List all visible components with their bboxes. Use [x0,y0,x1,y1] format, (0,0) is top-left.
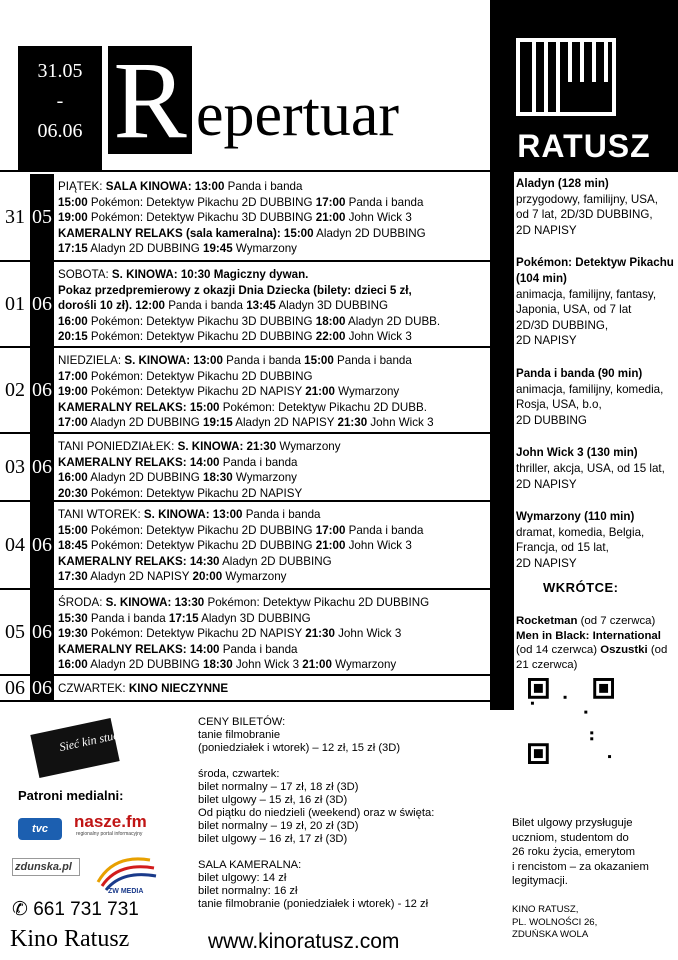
showtime-text: John Wick 3 [345,211,412,225]
film-desc: od 7 lat, 2D/3D DUBBING, [516,208,653,222]
showtime-text: Pokémon: Detektyw Pikachu 2D DUBBING [87,523,316,537]
day-number: 03 [5,455,25,478]
price-gap [198,846,498,859]
showtime-line [58,384,488,400]
film-desc: przygodowy, familijny, USA, [516,192,658,206]
showtime-bold: 21:00 [305,385,335,399]
page-title: epertuar [196,81,400,149]
showtime-bold: 17:00 [315,523,346,537]
price-line: bilet ulgowy: 14 zł [198,872,287,884]
address-line: ZDUŃSKA WOLA [512,929,589,941]
schedule-day [0,502,490,590]
showtime-bold: KAMERALNY RELAKS: 14:00 [58,642,220,656]
showtime-line [58,538,488,554]
cinema-address [512,904,672,942]
showtime-bold: S. KINOWA: 13:00 [124,354,223,367]
showtime-text: PIĄTEK: [58,180,106,193]
film-title: Panda i banda (90 min) [516,366,643,380]
schedule-day [0,174,490,262]
price-line: tanie filmobranie (poniedziałek i wtorek) - 12 zł [198,898,429,910]
film-desc: 2D NAPISY [516,477,577,491]
showtime-bold: 16:00 [58,471,88,485]
film-title: Pokémon: Detektyw Pikachu (104 min) [516,256,674,285]
showtime-bold: 18:45 [58,539,88,553]
showtime-text: Panda i banda [219,642,298,656]
day-month: 06 [30,262,54,346]
showtime-text: TANI PONIEDZIAŁEK: [58,440,178,453]
showtime-bold: 21:30 [337,416,368,430]
film-desc: Rosja, USA, b.o, [516,398,602,412]
film-desc: 2D NAPISY [516,223,577,237]
showtime-bold: 17:15 [168,611,199,625]
ticket-prices-lines [198,729,498,911]
date-from: 31.05 [37,60,83,82]
showtime-bold: 16:00 [58,314,88,328]
showtime-line [58,626,488,642]
showtime-text: John Wick 3 [345,539,412,553]
day-showtimes [58,434,490,504]
nasze-fm-subtitle: regionalny portal informacyjny [76,831,143,837]
showtime-bold: Pokaz przedpremierowy z okazji Dnia Dziecka (bilety: dzieci 5 zł, [58,283,412,297]
qr-code-icon[interactable] [528,678,614,764]
showtime-text: Panda i banda [222,354,305,367]
showtime-line [58,554,488,570]
showtime-bold: S. KINOWA: 13:30 [105,596,205,609]
discount-line: i rencistom – za okazaniem [512,860,649,873]
showtime-text: Aladyn 2D DUBBING [87,416,203,430]
nasze-fm-logo: nasze.fm [74,812,147,831]
coming-soon-title: Men in Black: International [516,629,661,642]
showtime-bold: KAMERALNY RELAKS: 15:00 [58,400,220,414]
film-desc: 2D/3D DUBBING, [516,318,609,332]
showtime-bold: 21:00 [315,211,346,225]
showtime-text: Wymarzony [276,440,341,453]
showtime-text: Aladyn 2D DUBBING [87,471,203,485]
day-showtimes [58,590,490,676]
date-range [18,46,102,170]
day-number: 04 [5,533,25,556]
film-info [516,255,676,349]
film-desc: 2D DUBBING [516,413,587,427]
showtime-bold: KAMERALNY RELAKS: 14:30 [58,554,220,568]
price-line: bilet normalny – 19 zł, 20 zł (3D) [198,820,359,832]
price-line: tanie filmobranie [198,729,281,741]
showtime-line [58,298,488,314]
showtime-line [58,642,488,658]
discount-info [512,816,672,889]
day-number: 01 [5,292,25,315]
schedule-day [0,348,490,434]
showtime-text: Panda i banda [345,195,424,209]
schedule-day [0,434,490,502]
showtime-text: Panda i banda [242,508,321,521]
ticket-prices [198,716,498,911]
showtime-bold: KINO NIECZYNNE [128,682,229,695]
showtime-bold: 19:15 [203,416,233,430]
showtime-text: Wymarzony [222,570,287,584]
film-desc: dramat, komedia, Belgia, [516,525,645,539]
showtime-bold: 20:15 [58,330,88,344]
showtime-line [58,226,488,242]
studio-cinema-logo-text: Sieć kin studyjnych i lokalnych [58,709,206,755]
film-desc: 2D NAPISY [516,334,577,348]
price-gap [198,755,498,768]
coming-soon-date: (od 7 czerwca) [577,615,656,627]
film-info [516,509,676,571]
showtime-text: Panda i banda [87,611,169,625]
showtime-bold: S. KINOWA: 13:00 [143,508,243,521]
showtime-text: Aladyn 2D NAPISY [232,416,338,430]
film-info [516,176,676,238]
film-title: Aladyn (128 min) [516,177,609,190]
showtime-bold: SALA KINOWA: 13:00 [105,180,225,193]
showtime-line [58,241,488,257]
showtime-text: CZWARTEK: [58,682,129,695]
day-month: 06 [30,434,54,500]
showtime-bold: 21:00 [315,539,346,553]
media-patrons-label: Patroni medialni: [18,788,124,803]
showtime-text: Pokémon: Detektyw Pikachu 2D NAPISY [87,385,306,399]
discount-line: Bilet ulgowy przysługuje [512,817,633,829]
schedule-day [0,676,490,702]
film-desc: animacja, familijny, komedia, [516,382,664,396]
showtime-bold: 18:00 [315,314,346,328]
showtime-bold: 18:30 [203,471,233,485]
showtime-text: Pokémon: Detektyw Pikachu 2D DUBBING [87,369,313,383]
coming-soon-date: (od 14 czerwca) [516,644,598,657]
website-link[interactable]: www.kinoratusz.com [208,930,400,953]
showtime-bold: 21:00 [302,658,332,672]
showtime-text: Aladyn 3D DUBBING [275,299,388,313]
showtime-text: Pokémon: Detektyw Pikachu 2D DUBBING [87,330,316,344]
showtime-bold: 17:00 [58,416,88,430]
ratusz-logo [490,0,678,172]
coming-soon-item [516,615,655,627]
day-showtimes [58,174,490,260]
showtime-line [58,611,488,627]
price-line: (poniedziałek i wtorek) – 12 zł, 15 zł (3D) [198,742,401,754]
phone-number [12,898,139,921]
price-line: SALA KAMERALNA: [198,859,302,871]
showtime-bold: 15:00 [304,354,334,367]
day-showtimes [58,502,490,588]
cinema-name: Kino Ratusz [10,926,130,952]
showtime-line [58,329,488,345]
showtime-bold: 16:00 [58,658,88,672]
zdunska-logo: zdunska.pl [12,858,80,876]
day-showtimes [58,348,490,434]
day-showtimes [58,262,490,348]
ratusz-building-icon [516,38,616,116]
showtime-text: Panda i banda [164,299,247,313]
showtime-text: Pokémon: Detektyw Pikachu 2D DUBB. [219,400,427,414]
price-line: Od piątku do niedzieli (weekend) oraz w święta: [198,807,435,819]
film-title: John Wick 3 (130 min) [516,446,638,460]
showtime-line [58,314,488,330]
showtime-bold: 15:30 [58,611,88,625]
coming-soon-title: Rocketman [516,615,578,627]
showtime-text: Pokémon: Detektyw Pikachu 2D NAPISY [87,486,303,500]
day-showtimes [58,676,490,700]
film-desc: animacja, familijny, fantasy, [516,287,657,301]
showtime-text: Pokémon: Detektyw Pikachu 3D DUBBING [87,314,316,328]
showtime-text: Aladyn 3D DUBBING [198,611,311,625]
address-line: PL. WOLNOŚCI 26, [512,916,598,928]
zw-media-label: ZW MEDIA [108,888,144,895]
showtime-line [58,195,488,211]
film-desc: Japonia, USA, od 7 lat [516,303,632,317]
date-to: 06.06 [37,120,83,142]
showtime-bold: 17:15 [58,242,88,256]
showtime-text: ŚRODA: [58,596,106,609]
showtime-text: Wymarzony [334,385,400,399]
schedule-day [0,262,490,348]
showtime-line [58,455,488,471]
showtime-bold: 21:30 [305,627,335,641]
showtime-bold: 20:00 [192,570,223,584]
showtime-line [58,595,488,611]
showtime-text: NIEDZIELA: [58,354,125,367]
showtime-bold: 15:00 [58,523,88,537]
showtime-line [58,470,488,486]
day-month: 06 [30,348,54,432]
phone-text: 661 731 731 [33,899,139,920]
showtime-text: Pokémon: Detektyw Pikachu 3D DUBBING [87,211,316,225]
showtime-bold: 19:00 [58,385,88,399]
price-line: środa, czwartek: [198,768,280,780]
price-line: bilet normalny – 17 zł, 18 zł (3D) [198,781,359,793]
coming-soon-list [516,614,678,672]
showtime-line [58,486,488,502]
schedule-day [0,590,490,676]
showtime-text: Aladyn 2D NAPISY [87,570,193,584]
showtime-line [58,369,488,385]
showtime-text: TANI WTOREK: [58,508,144,521]
showtime-text: Wymarzony [232,242,297,256]
showtime-text: Aladyn 2D DUBB. [345,314,441,328]
film-desc: 2D NAPISY [516,556,577,570]
showtime-line [58,507,488,523]
showtime-text: SOBOTA: [58,268,112,281]
showtime-line [58,179,488,195]
day-month: 06 [30,590,54,674]
price-line: bilet ulgowy – 15 zł, 16 zł (3D) [198,794,348,806]
film-title: Wymarzony (110 min) [516,510,635,524]
showtime-line [58,353,488,369]
showtime-bold: 13:45 [246,299,276,313]
day-number: 02 [5,378,25,401]
coming-soon-title: Oszustki [600,644,648,657]
film-info [516,445,676,492]
showtime-bold: KAMERALNY RELAKS: 14:00 [58,455,220,469]
showtime-text: Pokémon: Detektyw Pikachu 2D DUBBING [87,195,316,209]
showtime-text: Pokémon: Detektyw Pikachu 2D DUBBING [87,539,316,553]
showtime-line [58,400,488,416]
showtime-line [58,681,488,697]
showtime-line [58,283,488,299]
schedule [0,174,490,702]
showtime-text: John Wick 3 [367,416,434,430]
showtime-bold: 15:00 [58,195,88,209]
header-divider [0,170,490,172]
showtime-bold: 17:00 [315,195,346,209]
showtime-bold: KAMERALNY RELAKS (sala kameralna): 15:00 [58,226,314,240]
showtime-text: John Wick 3 [334,627,402,641]
showtime-line [58,523,488,539]
film-list [516,176,676,588]
day-month: 06 [30,502,54,588]
showtime-text: Pokémon: Detektyw Pikachu 2D DUBBING [204,596,430,609]
showtime-bold: dorośli 10 zł). 12:00 [58,299,165,313]
showtime-text: Panda i banda [345,523,424,537]
showtime-text: John Wick 3 [232,658,303,672]
showtime-bold: 18:30 [203,658,233,672]
showtime-text: Panda i banda [219,455,298,469]
logo-text: RATUSZ [517,128,651,164]
showtime-line [58,210,488,226]
discount-line: 26 roku życia, emerytom [512,846,636,859]
showtime-text: Panda i banda [224,180,303,193]
day-month: 06 [32,676,52,699]
day-number: 05 [5,620,25,643]
discount-line: uczniom, studentom do [512,831,629,844]
showtime-line [58,569,488,585]
date-dash: - [56,90,64,112]
showtime-text: John Wick 3 [345,330,412,344]
showtime-text: Pokémon: Detektyw Pikachu 2D NAPISY [87,627,306,641]
coming-soon-heading: WKRÓTCE: [543,580,619,595]
showtime-bold: 17:00 [58,369,88,383]
film-desc: Francja, od 15 lat, [516,541,609,555]
showtime-bold: 19:45 [203,242,233,256]
day-month: 05 [30,174,54,260]
film-info [516,366,676,428]
showtime-line [58,415,488,431]
title-initial: R [108,46,192,154]
showtime-text: Aladyn 2D DUBBING [87,658,203,672]
showtime-line [58,267,488,283]
ticket-prices-heading: CENY BILETÓW: [198,716,286,728]
price-line: bilet normalny: 16 zł [198,885,298,897]
showtime-text: Wymarzony [232,471,297,485]
showtime-text: Wymarzony [331,658,397,672]
address-line: KINO RATUSZ, [512,904,579,915]
showtime-text: Aladyn 2D DUBBING [87,242,203,256]
showtime-bold: S. KINOWA: 21:30 [177,440,277,453]
studio-cinema-logo [30,709,206,776]
showtime-text: Aladyn 2D DUBBING [313,226,426,240]
discount-line: legitymacji. [512,875,568,888]
showtime-text: Aladyn 2D DUBBING [219,554,332,568]
price-line: bilet ulgowy – 16 zł, 17 zł (3D) [198,833,348,845]
phone-icon: ✆ [12,899,28,920]
showtime-line [58,657,488,673]
showtime-bold: 20:30 [58,486,88,500]
coming-soon-date: (od 21 czerwca) [516,644,668,671]
showtime-text: Panda i banda [333,354,412,367]
day-number: 31 [5,205,25,228]
showtime-bold: 19:30 [58,627,88,641]
showtime-bold: 17:30 [58,570,88,584]
showtime-bold: 22:00 [315,330,346,344]
showtime-bold: S. KINOWA: 10:30 Magiczny dywan. [111,268,309,281]
film-desc: thriller, akcja, USA, od 15 lat, [516,461,665,475]
showtime-bold: 19:00 [58,211,88,225]
showtime-line [58,439,488,455]
day-number: 06 [5,676,25,699]
tvc-logo: tvc [18,818,62,840]
